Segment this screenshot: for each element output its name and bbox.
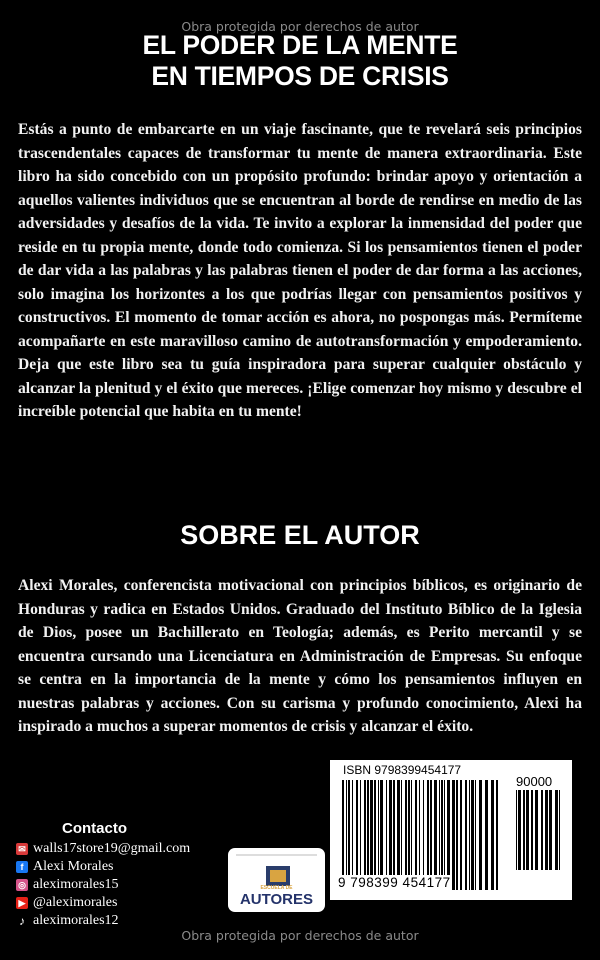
barcode-bar <box>352 780 353 890</box>
contact-facebook <box>16 858 190 876</box>
barcode-bar <box>405 780 407 890</box>
contact-text: @aleximorales <box>33 895 118 910</box>
contact-text: aleximorales12 <box>33 913 119 928</box>
barcode-bar <box>380 780 383 890</box>
barcode-bar <box>386 780 387 890</box>
barcode-bar <box>415 780 417 890</box>
instagram-icon: ◎ <box>16 879 28 891</box>
publisher-logo <box>228 848 325 912</box>
barcode-bar <box>460 780 462 890</box>
barcode-bar <box>434 780 437 890</box>
facebook-icon: f <box>16 861 28 873</box>
barcode-bar <box>360 780 361 890</box>
contact-text: aleximorales15 <box>33 877 119 892</box>
isbn-barcode <box>330 760 572 900</box>
isbn-label: ISBN 9798399454177 <box>343 763 462 777</box>
barcode-bar <box>549 790 552 870</box>
contact-text: walls17store19@gmail.com <box>33 841 191 856</box>
publisher-name: AUTORES <box>239 891 314 908</box>
barcode-bar <box>496 780 498 890</box>
barcode-bar <box>346 780 347 890</box>
barcode-bar <box>397 780 400 890</box>
barcode-bar <box>485 780 488 890</box>
barcode-bar <box>356 780 358 890</box>
barcode-bar <box>555 790 558 870</box>
barcode-bar <box>479 780 482 890</box>
barcode-bar <box>393 780 395 890</box>
barcode-bar <box>408 780 410 890</box>
barcode-bar <box>526 790 529 870</box>
barcode-bar <box>447 780 450 890</box>
barcode-bar <box>348 780 350 890</box>
barcode-bar <box>531 790 533 870</box>
monitor-icon <box>266 866 290 886</box>
barcode-bar <box>441 780 443 890</box>
contact-youtube <box>16 894 190 912</box>
publisher-sub: ESCUELA DE <box>260 885 293 891</box>
barcode-bar <box>516 790 517 870</box>
title-line-2: EN TIEMPOS DE CRISIS <box>151 61 449 91</box>
book-title <box>0 30 600 92</box>
contact-heading: Contacto <box>62 820 127 837</box>
barcode-bar <box>430 780 432 890</box>
synopsis: Estás a punto de embarcarte en un viaje fascinante, que te revelará seis principios trascendentales capaces de transformar tu mente de manera extraordinaria. Este libro ha sido concebido con un propósito profundo: brindar apoyo y orientación a aquellos valientes individuos que se encuentran al borde de rendirse en medio de las adversidades y desafíos de la vida. Te invito a explorar la inmensidad del poder que reside en tu propia mente, donde todo comienza. Si los pensamientos tienen el poder de dar vida a las palabras y las palabras tienen el poder de dar forma a las acciones, solo imagina los horizontes a los que podrías llegar con pensamientos positivos y constructivos. El momento de tomar acción es ahora, no pospongas más. Permíteme acompañarte en este maravilloso camino de autotransformación y empoderamiento. Deja que este libro sea tu guía inspiradora para superar cualquier obstáculo y alcanzar la plenitud y el éxito que mereces. ¡Elige comenzar hoy mismo y descubre el increíble potencial que habita en tu mente! <box>18 121 582 420</box>
watermark-bottom: Obra protegida por derechos de autor <box>181 928 419 943</box>
barcode-bar <box>364 780 366 890</box>
barcode-bar <box>411 780 412 890</box>
barcode-bar <box>419 780 420 890</box>
barcode-bars <box>342 780 502 890</box>
contact-text: Alexi Morales <box>33 859 114 874</box>
barcode-bar <box>523 790 525 870</box>
barcode-bar <box>456 780 458 890</box>
addon-bars <box>516 790 564 870</box>
barcode-bar <box>423 780 424 890</box>
barcode-bar <box>475 780 476 890</box>
barcode-bar <box>471 780 474 890</box>
youtube-icon: ▶ <box>16 897 28 909</box>
author-bio: Alexi Morales, conferencista motivacional con principios bíblicos, es originario de Honduras y radica en Estados Unidos. Graduado del Instituto Bíblico de la Iglesia de Dios, posee un Bachillerato en Teología; además, es Perito mercantil y se encuentra cursando una Licenciatura en Administración de Empresas. Su enfoque se centra en la importancia de la mente y cómo los pensamientos influyen en nuestras palabras y acciones. Con su carisma y profundo conocimiento, Alexi ha inspirado a muchos a superar momentos de crisis y alcanzar el éxito. <box>18 577 582 735</box>
watermark-top: Obra protegida por derechos de autor <box>181 19 419 34</box>
barcode-bar <box>465 780 467 890</box>
barcode-bar <box>389 780 392 890</box>
barcode-bar <box>401 780 402 890</box>
barcode-bar <box>452 780 455 890</box>
contact-instagram <box>16 876 190 894</box>
barcode-bar <box>535 790 538 870</box>
barcode-bar <box>374 780 376 890</box>
barcode-bar <box>559 790 560 870</box>
title-line-1: EL PODER DE LA MENTE <box>142 30 458 60</box>
barcode-bar <box>541 790 543 870</box>
barcode-digits: 9 798399 454177 <box>338 875 451 890</box>
barcode-bar <box>545 790 548 870</box>
barcode-bar <box>444 780 445 890</box>
barcode-bar <box>367 780 369 890</box>
author-heading: SOBRE EL AUTOR <box>180 520 420 550</box>
email-icon: ✉ <box>16 843 28 855</box>
barcode-bar <box>427 780 429 890</box>
barcode-bar <box>491 780 494 890</box>
barcode-bar <box>518 790 521 870</box>
tiktok-icon: ♪ <box>16 915 28 927</box>
barcode-bar <box>378 780 379 890</box>
barcode-bar <box>469 780 470 890</box>
contact-list <box>16 840 190 930</box>
barcode-bar <box>342 780 344 890</box>
barcode-bar <box>370 780 373 890</box>
contact-email <box>16 840 190 858</box>
price-addon: 90000 <box>516 774 553 789</box>
barcode-bar <box>439 780 440 890</box>
